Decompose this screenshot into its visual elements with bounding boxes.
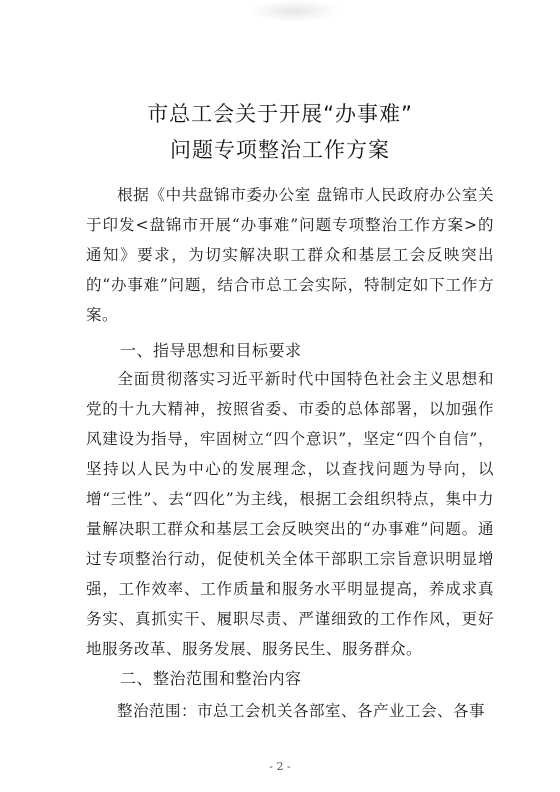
guiding-ideology-paragraph	[86, 364, 494, 658]
scope-label: 整治范围：	[117, 702, 198, 720]
intro-paragraph-text: 根据《中共盘锦市委办公室 盘锦市人民政府办公室关于印发<盘锦市开展“办事难”问题专项整治工作方案>的通知》要求，为切实解决职工群众和基层工会反映突出的“办事难”问题，结合市总工会实际，特制定如下工作方案。	[86, 186, 494, 324]
scan-smudge	[250, 0, 340, 22]
section-heading-2: 二、整治范围和整治内容	[120, 669, 302, 688]
document-title-line-2: 问题专项整治工作方案	[170, 138, 390, 162]
intro-paragraph	[86, 180, 494, 330]
document-title-line-1: 市总工会关于开展“办事难”	[147, 102, 413, 126]
section-heading-1: 一、指导思想和目标要求	[120, 341, 302, 360]
scope-text: 市总工会机关各部室、各产业工会、各事	[197, 702, 486, 720]
guiding-ideology-text: 全面贯彻落实习近平新时代中国特色社会主义思想和党的十九大精神，按照省委、市委的总体部署，以加强作风建设为指导，牢固树立“四个意识”，坚定“四个自信”，坚持以人民为中心的发展理念，以查找问题为导向，以增“三性”、去“四化”为主线，根据工会组织特点，集中力量解决职工群众和基层工会反映突出的“办事难”问题。通过专项整治行动，促使机关全体干部职工宗旨意识明显增强，工作效率、工作质量和服务水平明显提高，养成求真务实、真抓实干、履职尽责、严谨细致的工作作风，更好地服务改革、服务发展、服务民生、服务群众。	[86, 370, 494, 658]
scope-paragraph	[86, 696, 494, 736]
page-number: - 2 -	[269, 760, 291, 773]
